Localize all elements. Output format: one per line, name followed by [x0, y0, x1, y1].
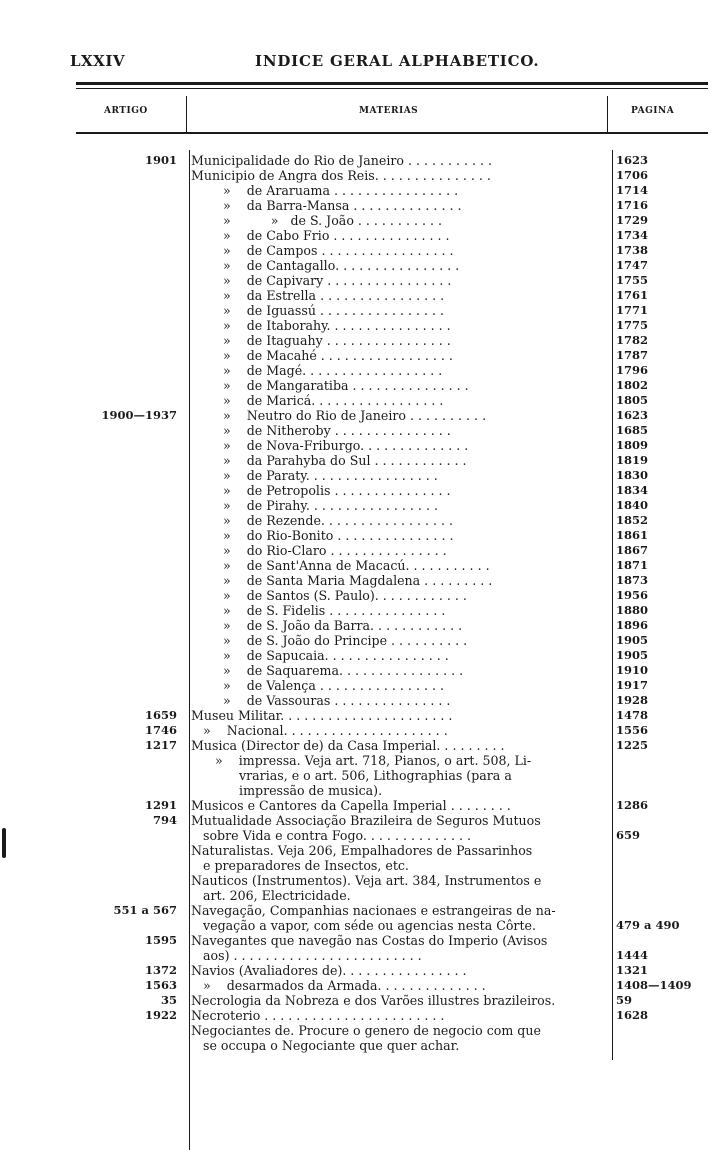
entry-pagina: 1408—1409 — [616, 978, 692, 992]
index-row — [0, 213, 725, 228]
entry-materia: » de Cantagallo. . . . . . . . . . . . . . . . — [191, 258, 460, 273]
entry-materia: » » de S. João . . . . . . . . . . . — [191, 213, 442, 228]
index-row — [0, 648, 725, 663]
entry-materia: » de Cabo Frio . . . . . . . . . . . . . . . — [191, 228, 450, 243]
entry-materia: Negociantes de. Procure o genero de negocio com que — [191, 1023, 541, 1038]
column-header-artigo: ARTIGO — [104, 106, 148, 116]
index-row — [0, 378, 725, 393]
entry-materia: » da Estrella . . . . . . . . . . . . . . . . — [191, 288, 445, 303]
entry-pagina: 479 a 490 — [616, 918, 680, 932]
index-row — [0, 333, 725, 348]
entry-pagina: 1706 — [616, 168, 649, 182]
index-row — [0, 678, 725, 693]
entry-artigo: 1900—1937 — [101, 408, 177, 422]
entry-pagina: 1478 — [616, 708, 649, 722]
entry-pagina: 1623 — [616, 408, 649, 422]
entry-pagina: 1873 — [616, 573, 649, 587]
entry-artigo: 1217 — [144, 738, 177, 752]
index-row — [0, 663, 725, 678]
entry-materia: Navegação, Companhias nacionaes e estrangeiras de na- — [191, 903, 556, 918]
entry-materia: » de Nitheroby . . . . . . . . . . . . . . . — [191, 423, 451, 438]
index-row — [0, 543, 725, 558]
entry-materia: » de Magé. . . . . . . . . . . . . . . . . . — [191, 363, 443, 378]
index-row — [0, 813, 725, 828]
entry-artigo: 551 a 567 — [113, 903, 177, 917]
entry-pagina: 1738 — [616, 243, 649, 257]
header-rule-thick — [76, 82, 708, 85]
index-row — [0, 978, 725, 993]
entry-artigo: 1372 — [144, 963, 177, 977]
column-header-pagina: PAGINA — [631, 106, 675, 116]
index-row — [0, 408, 725, 423]
index-row — [0, 633, 725, 648]
entry-pagina: 59 — [616, 993, 633, 1007]
entry-pagina: 1771 — [616, 303, 649, 317]
entry-materia: » de Macahé . . . . . . . . . . . . . . . . . — [191, 348, 453, 363]
entry-pagina: 659 — [616, 828, 641, 842]
entry-materia: Museu Militar. . . . . . . . . . . . . . . . . . . . . . — [191, 708, 453, 723]
index-row — [0, 603, 725, 618]
index-row — [0, 993, 725, 1008]
page-title: INDICE GERAL ALPHABETICO. — [255, 52, 540, 70]
entry-pagina: 1834 — [616, 483, 649, 497]
entry-materia: » de Sant'Anna de Macacú. . . . . . . . . . . — [191, 558, 490, 573]
header-rule-thin — [76, 88, 708, 89]
entry-materia: » da Parahyba do Sul . . . . . . . . . . . . — [191, 453, 467, 468]
entry-materia: Municipio de Angra dos Reis. . . . . . . . . . . . . . . — [191, 168, 491, 183]
index-row — [0, 783, 725, 798]
entry-pagina: 1782 — [616, 333, 649, 347]
entry-materia: » de S. João do Principe . . . . . . . . . . — [191, 633, 468, 648]
entry-materia: » de Itaguahy . . . . . . . . . . . . . . . . — [191, 333, 451, 348]
entry-pagina: 1286 — [616, 798, 649, 812]
index-row — [0, 798, 725, 813]
index-row — [0, 708, 725, 723]
entry-pagina: 1871 — [616, 558, 649, 572]
entry-pagina: 1775 — [616, 318, 649, 332]
entry-materia: » de Campos . . . . . . . . . . . . . . . . . — [191, 243, 454, 258]
column-divider — [607, 96, 608, 134]
entry-materia: » de Rezende. . . . . . . . . . . . . . . . . — [191, 513, 454, 528]
column-header-materias: MATERIAS — [359, 106, 419, 116]
entry-materia: » desarmados da Armada. . . . . . . . . . . . . . — [191, 978, 486, 993]
entry-pagina: 1729 — [616, 213, 649, 227]
entry-artigo: 1563 — [144, 978, 177, 992]
column-divider — [186, 96, 187, 134]
entry-artigo: 1659 — [144, 708, 177, 722]
entry-pagina: 1809 — [616, 438, 649, 452]
index-row — [0, 768, 725, 783]
entry-artigo: 794 — [152, 813, 177, 827]
entry-materia: impressão de musica). — [191, 783, 383, 798]
entry-artigo: 1746 — [144, 723, 177, 737]
entry-pagina: 1734 — [616, 228, 649, 242]
entry-pagina: 1867 — [616, 543, 649, 557]
index-row — [0, 528, 725, 543]
entry-pagina: 1747 — [616, 258, 649, 272]
entry-materia: Municipalidade do Rio de Janeiro . . . . . . . . . . . — [191, 153, 493, 168]
index-row — [0, 933, 725, 948]
index-row — [0, 363, 725, 378]
entry-pagina: 1761 — [616, 288, 649, 302]
entry-pagina: 1819 — [616, 453, 649, 467]
index-row — [0, 348, 725, 363]
entry-materia: » de Valença . . . . . . . . . . . . . . . . — [191, 678, 444, 693]
entry-materia: art. 206, Electricidade. — [191, 888, 351, 903]
entry-materia: vegação a vapor, com séde ou agencias nesta Côrte. — [191, 918, 536, 933]
entry-materia: » de Nova-Friburgo. . . . . . . . . . . . . . — [191, 438, 469, 453]
entry-pagina: 1956 — [616, 588, 649, 602]
entry-pagina: 1225 — [616, 738, 649, 752]
margin-mark — [2, 828, 6, 858]
entry-materia: » do Rio-Claro . . . . . . . . . . . . . . . — [191, 543, 447, 558]
entry-materia: » da Barra-Mansa . . . . . . . . . . . . . . — [191, 198, 462, 213]
entry-artigo: 1595 — [144, 933, 177, 947]
entry-artigo: 1901 — [144, 153, 177, 167]
entry-materia: Navegantes que navegão nas Costas do Imperio (Avisos — [191, 933, 548, 948]
page-header — [70, 52, 710, 72]
entry-pagina: 1917 — [616, 678, 649, 692]
entry-pagina: 1444 — [616, 948, 649, 962]
entry-materia: » de Saquarema. . . . . . . . . . . . . . . . — [191, 663, 464, 678]
column-header-rule — [76, 132, 708, 134]
entry-pagina: 1623 — [616, 153, 649, 167]
entry-materia: Naturalistas. Veja 206, Empalhadores de Passarinhos — [191, 843, 533, 858]
index-row — [0, 498, 725, 513]
index-row — [0, 1008, 725, 1023]
entry-artigo: 1922 — [144, 1008, 177, 1022]
entry-materia: » impressa. Veja art. 718, Pianos, o art. 508, Li- — [191, 753, 532, 768]
index-row — [0, 438, 725, 453]
entry-pagina: 1787 — [616, 348, 649, 362]
index-row — [0, 273, 725, 288]
entry-materia: » de Santa Maria Magdalena . . . . . . . . . — [191, 573, 493, 588]
index-row — [0, 1038, 725, 1053]
index-row — [0, 918, 725, 933]
index-row — [0, 168, 725, 183]
index-row — [0, 858, 725, 873]
entry-materia: » de Santos (S. Paulo). . . . . . . . . . . . — [191, 588, 467, 603]
index-row — [0, 198, 725, 213]
entry-materia: vrarias, e o art. 506, Lithographias (para a — [191, 768, 512, 783]
entry-materia: aos) . . . . . . . . . . . . . . . . . . . . . . . . — [191, 948, 422, 963]
entry-materia: » de Pirahy. . . . . . . . . . . . . . . . . — [191, 498, 438, 513]
entry-artigo: 35 — [160, 993, 177, 1007]
entry-materia: » de Petropolis . . . . . . . . . . . . . . . — [191, 483, 451, 498]
index-row — [0, 228, 725, 243]
entry-pagina: 1805 — [616, 393, 649, 407]
entry-materia: » de Itaborahy. . . . . . . . . . . . . . . . — [191, 318, 451, 333]
entry-materia: » de S. João da Barra. . . . . . . . . . . . — [191, 618, 463, 633]
entry-pagina: 1852 — [616, 513, 649, 527]
index-row — [0, 453, 725, 468]
entry-pagina: 1321 — [616, 963, 649, 977]
index-row — [0, 468, 725, 483]
entry-materia: » Nacional. . . . . . . . . . . . . . . . . . . . . — [191, 723, 448, 738]
index-row — [0, 1023, 725, 1038]
index-row — [0, 288, 725, 303]
entry-materia: » de Maricá. . . . . . . . . . . . . . . . . — [191, 393, 444, 408]
entry-materia: » de Vassouras . . . . . . . . . . . . . . . — [191, 693, 451, 708]
index-row — [0, 948, 725, 963]
index-row — [0, 828, 725, 843]
entry-pagina: 1628 — [616, 1008, 649, 1022]
index-row — [0, 483, 725, 498]
entry-pagina: 1905 — [616, 633, 649, 647]
entry-materia: se occupa o Negociante que quer achar. — [191, 1038, 460, 1053]
entry-pagina: 1896 — [616, 618, 649, 632]
entry-pagina: 1880 — [616, 603, 649, 617]
entry-materia: Navios (Avaliadores de). . . . . . . . . . . . . . . . — [191, 963, 467, 978]
entry-materia: » de Iguassú . . . . . . . . . . . . . . . . — [191, 303, 445, 318]
entry-pagina: 1830 — [616, 468, 649, 482]
entry-materia: sobre Vida e contra Fogo. . . . . . . . . . . . . . — [191, 828, 472, 843]
index-row — [0, 753, 725, 768]
entry-materia: » de Mangaratiba . . . . . . . . . . . . . . . — [191, 378, 469, 393]
index-row — [0, 303, 725, 318]
index-row — [0, 723, 725, 738]
index-row — [0, 888, 725, 903]
index-row — [0, 513, 725, 528]
index-row — [0, 243, 725, 258]
entry-materia: Mutualidade Associação Brazileira de Seguros Mutuos — [191, 813, 541, 828]
index-row — [0, 903, 725, 918]
index-row — [0, 873, 725, 888]
index-row — [0, 843, 725, 858]
entry-materia: e preparadores de Insectos, etc. — [191, 858, 409, 873]
entry-materia: » de Capivary . . . . . . . . . . . . . . . . — [191, 273, 452, 288]
index-row — [0, 318, 725, 333]
index-row — [0, 423, 725, 438]
index-row — [0, 693, 725, 708]
entry-materia: Musica (Director de) da Casa Imperial. . . . . . . . . — [191, 738, 505, 753]
index-row — [0, 153, 725, 168]
entry-materia: Necroterio . . . . . . . . . . . . . . . . . . . . . . . — [191, 1008, 445, 1023]
entry-materia: » do Rio-Bonito . . . . . . . . . . . . . . . — [191, 528, 454, 543]
entry-pagina: 1755 — [616, 273, 649, 287]
entry-pagina: 1716 — [616, 198, 649, 212]
entry-pagina: 1556 — [616, 723, 649, 737]
entry-pagina: 1802 — [616, 378, 649, 392]
column-headers — [76, 100, 708, 130]
index-row — [0, 558, 725, 573]
entry-materia: » de Sapucaia. . . . . . . . . . . . . . . . — [191, 648, 449, 663]
index-row — [0, 618, 725, 633]
entry-pagina: 1840 — [616, 498, 649, 512]
index-row — [0, 573, 725, 588]
index-row — [0, 258, 725, 273]
index-row — [0, 588, 725, 603]
entry-pagina: 1905 — [616, 648, 649, 662]
entry-pagina: 1928 — [616, 693, 649, 707]
index-entries — [0, 153, 725, 1053]
entry-materia: Musicos e Cantores da Capella Imperial . . . . . . . . — [191, 798, 511, 813]
entry-materia: Nauticos (Instrumentos). Veja art. 384, Instrumentos e — [191, 873, 542, 888]
entry-pagina: 1910 — [616, 663, 649, 677]
index-row — [0, 183, 725, 198]
entry-materia: » Neutro do Rio de Janeiro . . . . . . . . . . — [191, 408, 487, 423]
index-row — [0, 393, 725, 408]
page-number: LXXIV — [70, 52, 125, 70]
entry-pagina: 1861 — [616, 528, 649, 542]
entry-materia: » de S. Fidelis . . . . . . . . . . . . . . . — [191, 603, 446, 618]
entry-artigo: 1291 — [144, 798, 177, 812]
entry-materia: » de Paraty. . . . . . . . . . . . . . . . . — [191, 468, 438, 483]
entry-materia: Necrologia da Nobreza e dos Varões illustres brazileiros. — [191, 993, 556, 1008]
entry-materia: » de Araruama . . . . . . . . . . . . . . . . — [191, 183, 459, 198]
entry-pagina: 1714 — [616, 183, 649, 197]
entry-pagina: 1796 — [616, 363, 649, 377]
index-row — [0, 963, 725, 978]
index-row — [0, 738, 725, 753]
entry-pagina: 1685 — [616, 423, 649, 437]
